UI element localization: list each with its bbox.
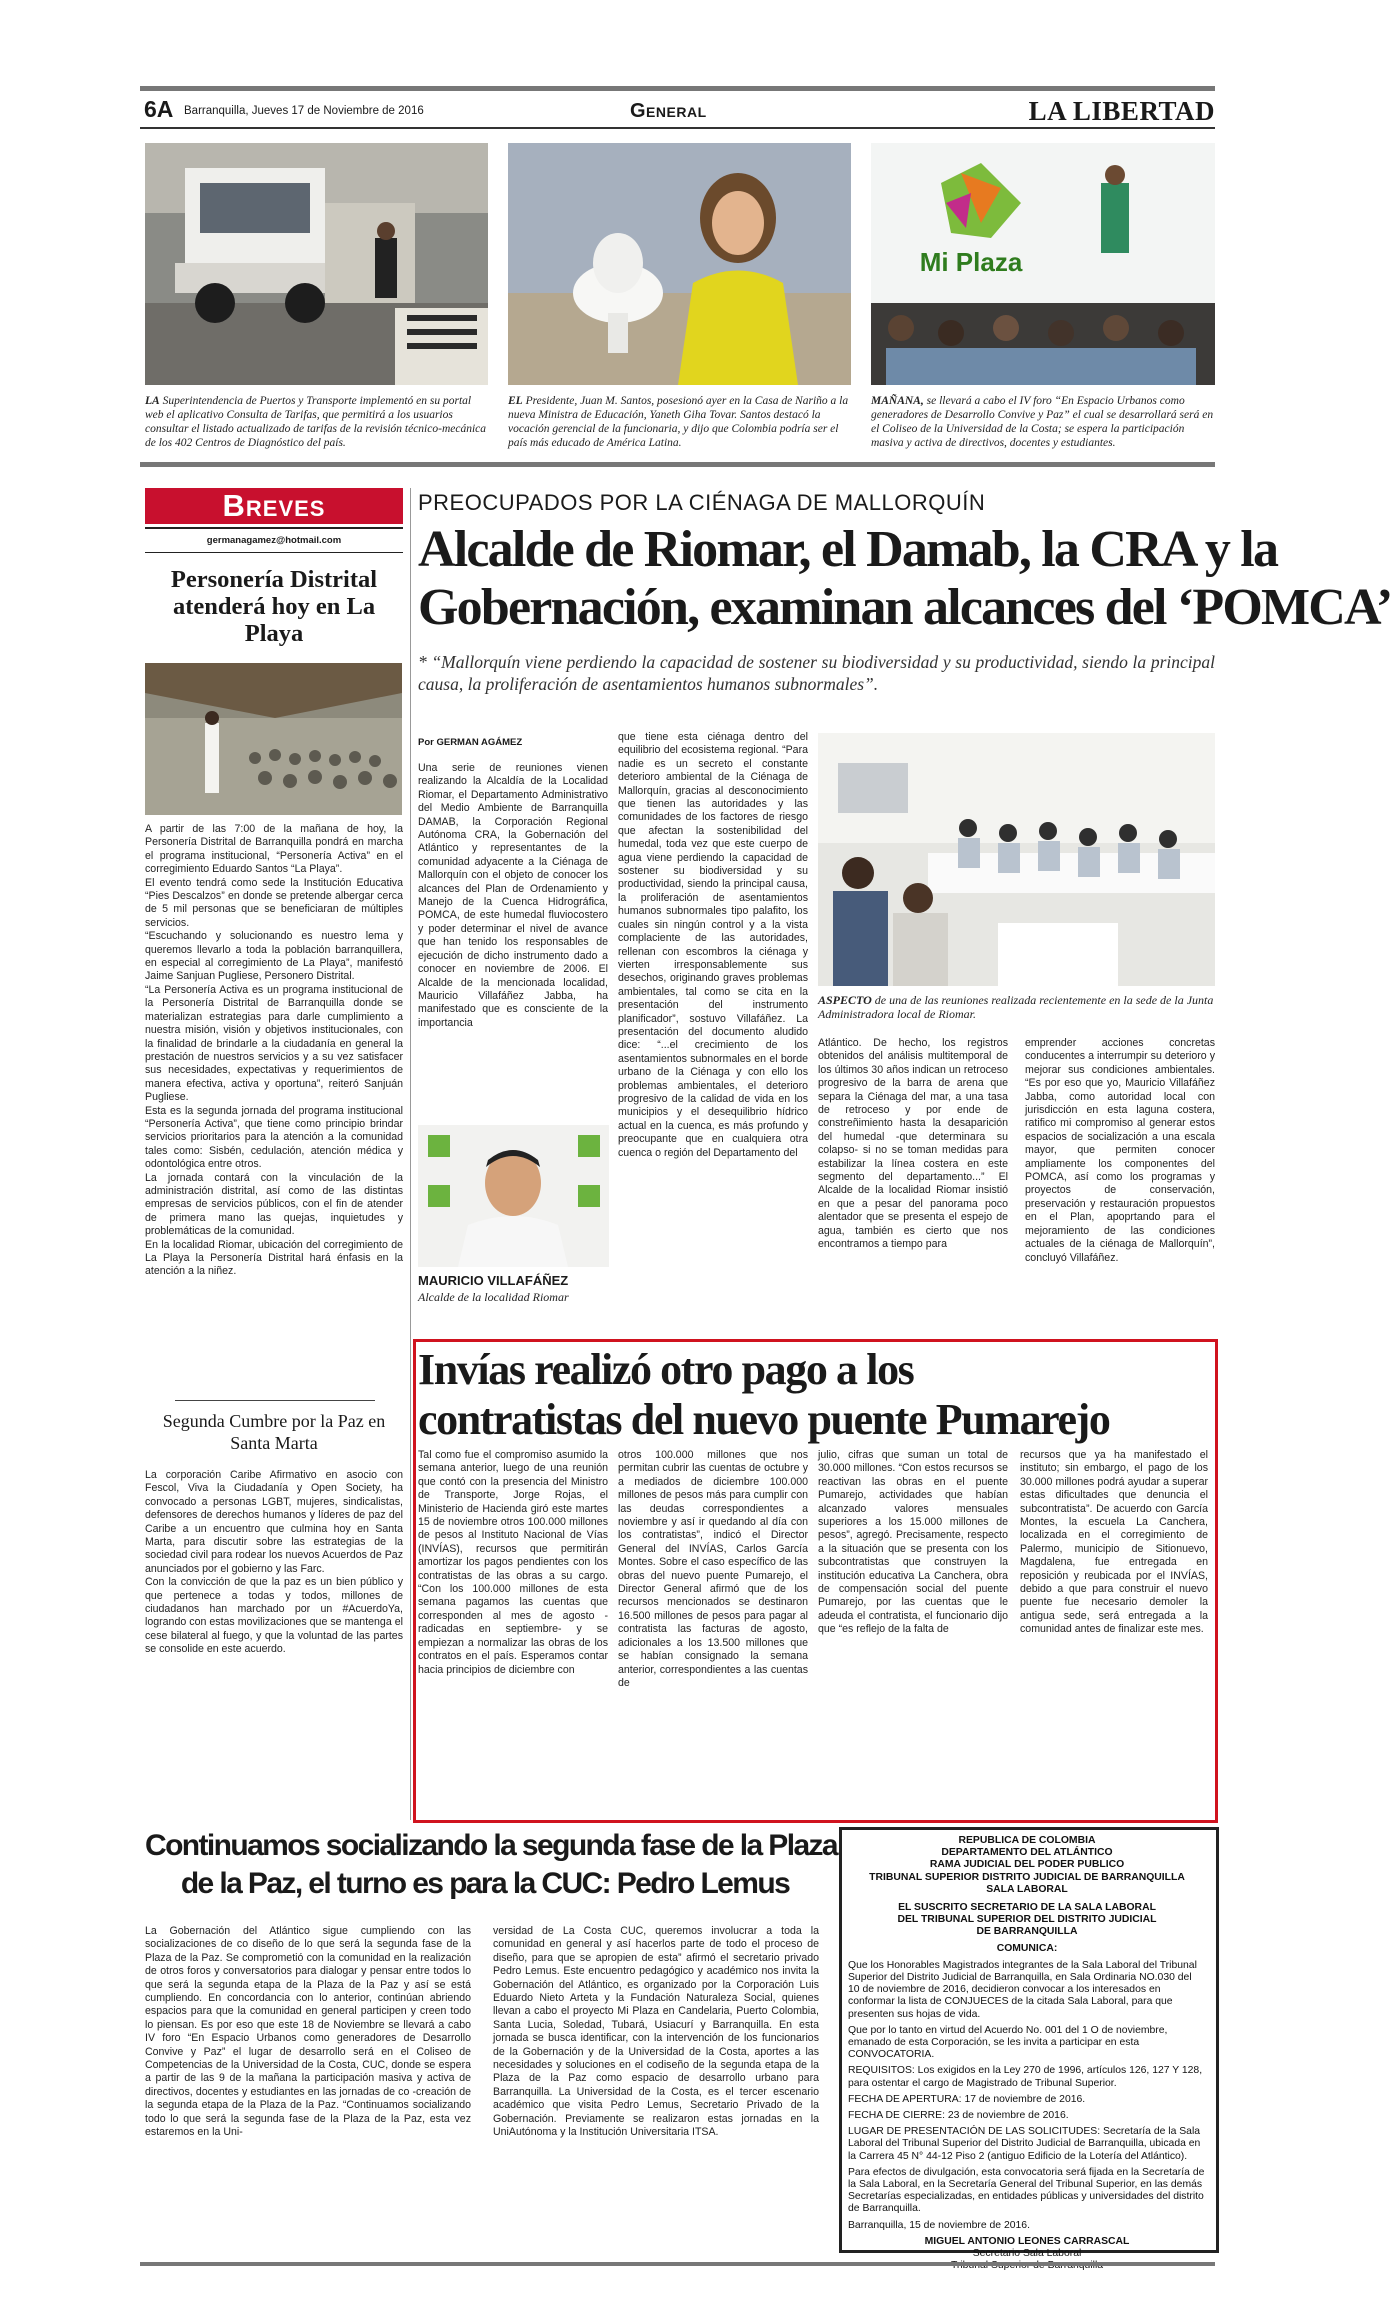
- mallorquin-deck: * “Mallorquín viene perdiendo la capacidad de sostener su biodiversidad y su productividad, siendo la principal causa, la proliferación de asentamientos humanos subnormales”.: [418, 652, 1215, 694]
- personeria-event-photo: [145, 663, 402, 815]
- breves-headline-2: Segunda Cumbre por la Paz en Santa Marta: [162, 1411, 386, 1453]
- portrait-name: MAURICIO VILLAFÁÑEZ: [418, 1273, 569, 1288]
- notice-paragraph: Que los Honorables Magistrados integrantes de la Sala Laboral del Tribunal Superior del Distrito Judicial de Barranquilla, en Sala Ordinaria NO.030 del 10 de noviembre de 2016, decidieron convocar a los interesados en conformar la lista de CONJUECES de la citada Sala Laboral, para que presenten sus hojas de vida.: [848, 1959, 1197, 2020]
- breves-para: En la localidad Riomar, ubicación del corregimiento de La Playa la Personería Distrital hará énfasis en la atención a la niñez.: [145, 1238, 403, 1278]
- notice-paragraph: LUGAR DE PRESENTACIÓN DE LAS SOLICITUDES: Secretaría de la Sala Laboral del Tribunal Superior del Distrito Judicial de Barranquilla, ubicada en la Carrera 45 N° 44-12 Piso 2 (antiguo Edificio de la Lotería del Atlántico).: [848, 2126, 1201, 2162]
- breves-email: germanagamez@hotmail.com: [206, 535, 342, 546]
- notice-paragraph: FECHA DE CIERRE: 23 de noviembre de 2016.: [848, 2110, 1069, 2122]
- caption-bus-lead: LA: [145, 395, 160, 407]
- meeting-photo: [818, 733, 1215, 986]
- breves-rule: [145, 527, 403, 529]
- mallorquin-col-4: emprender acciones concretas conducentes a interrumpir su deterioro y mejorar sus condiciones ambientales. “Es por eso que yo, Mauricio Villafáñez Jabba, como autoridad local con jurisdicción en esta laguna costera, ratifico mi compromiso al generar estos espacios de socialización a una escala mayor, que permiten conocer ampliamente los componentes del POMCA, así como los programas y proyectos de conservación, preservación y restauración propuestos en el Plan, apoprtando para el mejoramiento de las condiciones actuales de la ciénaga de Mallorquín”, concluyó Villafáñez.: [1025, 1037, 1215, 1264]
- invias-headline-line1: Invías realizó otro pago a los: [418, 1345, 914, 1394]
- svg-text:Mi Plaza: Mi Plaza: [919, 247, 1023, 277]
- breves-title: Breves: [222, 488, 326, 523]
- column-divider: [410, 488, 411, 1820]
- mallorquin-headline: [418, 521, 1391, 637]
- breves-body-1: [145, 823, 403, 1279]
- mallorquin-col-1: Una serie de reuniones vienen realizando la Alcaldía de la Localidad Riomar, el Departamento Administrativo del Medio Ambiente de Barranquilla DAMAB, la Corporación Regional Autónoma CRA, la Gobernación del Atlántico y representantes de la comunidad adyacente a la Ciénaga de Mallorquín con el objeto de conocer los alcances del Plan de Ordenamiento y Manejo de la Cuenca Hidrográfica, POMCA, de este humedal fluviocostero y poder determinar el nivel de avance que han tenido los responsables de ejecución de dicho instrumento dado a conocer en noviembre de 2006. El Alcalde de la mencionada localidad, Mauricio Villafáñez Jabba, ha manifestado que es consciente de la importancia: [418, 762, 608, 1029]
- notice-paragraph: FECHA DE APERTURA: 17 de noviembre de 2016.: [848, 2093, 1086, 2105]
- notice-line: SALA LABORAL: [986, 1883, 1068, 1895]
- invias-col-1: Tal como fue el compromiso asumido la semana anterior, luego de una reunión que contó con la presencia del Ministro de Transporte, Jorge Rojas, el Ministerio de Hacienda giró este martes 15 de noviembre otros 100.000 millones de pesos al Instituto Nacional de Vías (INVÍAS), recursos que permitirán amortizar los pagos pendientes con los contratistas de las obras a su cargo. “Con los 100.000 millones de esta semana pagamos las cuentas que corresponden al mes de agosto -radicadas en septiembre- y se empiezan a normalizar las obras de los contratos en el país. Esperamos contar hacia principios de diciembre con: [418, 1449, 608, 1676]
- mallorquin-col-2: que tiene esta ciénaga dentro del equilibrio del ecosistema regional. “Para nadie es un secreto el constante deterioro ambiental de la Ciénaga de Mallorquín, gracias al desconocimiento que tienen las autoridades y las comunidades de los factores de riesgo que afectan la sostenibilidad del humedal, toda vez que este cuerpo de agua viene perdiendo la capacidad de sostener su biodiversidad y su productividad, siendo la principal causa, la proliferación de asentamientos humanos subnormales tipo palafito, los cuales sin ningún control y a la vista complaciente de las autoridades, rellenan con escombros la ciénaga y vierten irresponsablemente sus desechos, originando graves problemas ambientales, tal como se cita en la presentación del instrumento planificador”, sostuvo Villafáñez. La presentación del documento aludido dice: “...el crecimiento de los asentamientos subnormales en el borde urbano de la Ciénaga y con ello los problemas ambientales, el deterioro progresivo de la calidad de vida en los municipios y el desequilibrio hídrico actual en la cuenca, es más profundo y preocupante que en cualquiera otra cuenca o región del Departamento del: [618, 731, 808, 1159]
- meeting-caption: [818, 993, 1215, 1021]
- notice-signature: [848, 2236, 1206, 2273]
- top-rule: [140, 86, 1215, 91]
- breves-para: Esta es la segunda jornada del programa institucional “Personería Activa”, que tiene como principio brindar servicios prioritarios para la atención a la comunidad tales como: Sisbén, cedulación, atención médica y odontológica entre otros.: [145, 1104, 403, 1171]
- invias-headline: [418, 1345, 1208, 1445]
- notice-line: RAMA JUDICIAL DEL PODER PUBLICO: [929, 1859, 1125, 1871]
- caption-plaza-lead: MAÑANA,: [871, 395, 924, 407]
- notice-line: DE BARRANQUILLA: [976, 1926, 1078, 1938]
- header-rule: [140, 127, 1215, 129]
- caption-minister-lead: EL: [508, 395, 523, 407]
- notice-heading: [848, 1835, 1206, 1955]
- breves-headline-1: Personería Distrital atenderá hoy en La Playa: [170, 566, 378, 647]
- notice-line: REPUBLICA DE COLOMBIA: [958, 1835, 1096, 1846]
- mayor-portrait: [418, 1125, 609, 1267]
- meeting-caption-text: de una de las reuniones realizada recientemente en la sede de la Junta Administradora local de Riomar.: [818, 993, 1214, 1021]
- invias-col-4: recursos que ya ha manifestado el instituto; sin embargo, el pago de los 30.000 millones podrá ayudar a superar estas dificultades que denuncia el subcontratista”. De acuerdo con García Montes, la escuela La Canchera, localizada en el corregimiento de Palermo, municipio de Sitionuevo, Magdalena, fue entregada en reposición y reubicada por el INVÍAS, debido a que para construir el nuevo puente fue necesario demoler la antigua sede, será entregada a la comunidad antes de finalizar este mes.: [1020, 1449, 1208, 1636]
- portrait-caption: Alcalde de la localidad Riomar: [418, 1290, 569, 1304]
- notice-line: DEPARTAMENTO DEL ATLÁNTICO: [941, 1847, 1113, 1859]
- breves-body-2: [145, 1469, 403, 1657]
- caption-plaza-text: se llevará a cabo el IV foro “En Espacio Urbanos como generadores de Desarrollo Convive y Paz” el cual se desarrollará será en el Coliseo de la Universidad de la Costa; se espera la participación masiva y activa de directivos, docentes y estudiantes.: [871, 395, 1214, 449]
- mi-plaza-photo: [871, 143, 1215, 385]
- breves-divider: [175, 1400, 375, 1401]
- page-number: 6A: [144, 96, 174, 122]
- breves-para: La corporación Caribe Afirmativo en asocio con Fescol, Viva la Ciudadanía y Open Society, ha convocado a personas LGBT, mujeres, sindicalistas, defensores de derechos humanos y líderes de paz del Caribe a un encuentro que culmina hoy en Santa Marta, para discutir sobre las estrategias de la sociedad civil para rodear los nuevos Acuerdos de Paz anunciados por el gobierno y las Farc.: [145, 1469, 403, 1575]
- notice-line: TRIBUNAL SUPERIOR DISTRITO JUDICIAL DE BARRANQUILLA: [869, 1871, 1185, 1883]
- invias-col-2: otros 100.000 millones que nos permitan cubrir las cuentas de octubre y a mediados de diciembre 100.000 millones de pesos más para cumplir con las deudas correspondientes a noviembre y así ir quedando al día con los contratistas”, indicó el Director General del INVÍAS, Carlos García Montes. Sobre el caso específico de las obras del nuevo puente Pumarejo, el Director General afirmó que de los recursos mencionados se destinaron 16.500 millones de pesos para pagar al contratista las facturas de agosto, adicionales a los 13.500 millones que se habían consignado la semana anterior, correspondientes a las cuentas de: [618, 1449, 808, 1689]
- caption-bus-text: Superintendencia de Puertos y Transporte implementó en su portal web el aplicativo Consulta de Tarifas, que permitirá a los usuarios consultar el listado actualizado de tarifas de la revisión técnico-mecánica de los 402 Centros de Diagnóstico del país.: [145, 395, 487, 449]
- plaza-headline-line2: de la Paz, el turno es para la CUC: Pedro Lemus: [180, 1867, 790, 1900]
- mallorquin-headline-line2: Gobernación, examinan alcances del ‘POMCA’: [418, 579, 1391, 636]
- masthead: LA LIBERTAD: [1028, 96, 1215, 126]
- bus-photo: [145, 143, 488, 385]
- bottom-rule: [140, 2262, 1215, 2266]
- mallorquin-kicker: PREOCUPADOS POR LA CIÉNAGA DE MALLORQUÍN: [418, 490, 986, 515]
- caption-bus: [145, 394, 488, 450]
- meeting-caption-lead: ASPECTO: [818, 993, 872, 1007]
- page-header: [140, 96, 1215, 126]
- breves-para: Con la convicción de que la paz es un bien público y que pertenece a todas y todos, millones de ciudadanos han marchado por un #AcuerdoYa, logrando con estas movilizaciones que se mantenga el cese bilateral al fuego, y que la voluntad de las partes se consolide en este acuerdo.: [145, 1576, 403, 1656]
- notice-paragraph: Que por lo tanto en virtud del Acuerdo No. 001 del 1 O de noviembre, emanado de esta Corporación, se les invita a participar en esta CONVOCATORIA.: [848, 2024, 1168, 2061]
- notice-paragraph: Barranquilla, 15 de noviembre de 2016.: [848, 2219, 1030, 2231]
- notice-line: DEL TRIBUNAL SUPERIOR DEL DISTRITO JUDICIAL: [897, 1914, 1157, 1926]
- breves-para: “Escuchando y solucionando es nuestro lema y queremos llevarlo a toda la población barranquillera, en especial al corregimiento de La Playa”, manifestó Jaime Sanjuan Pugliese, Personero Distrital.: [145, 930, 403, 983]
- captions-rule: [140, 462, 1215, 467]
- dateline: Barranquilla, Jueves 17 de Noviembre de 2016: [184, 105, 424, 117]
- notice-sign-role: Secretario Sala Laboral: [972, 2248, 1082, 2260]
- plaza-headline: [145, 1827, 838, 1903]
- breves-para: El evento tendrá como sede la Institución Educativa “Pies Descalzos” en donde se pretende albergar cerca de 5 mil personas que se beneficiaran de múltiples servicios.: [145, 876, 403, 929]
- breves-para: “La Personería Activa es un programa institucional de la Personería Distrital de Barranquilla donde se materializan estrategias para darle cumplimiento a nuestra misión, visión y objetivos institucionales, con la finalidad de brindarle a la ciudadanía en general la prestación de nuestros servicios y a su vez satisfacer sus necesidades, expectativas y requerimientos de manera efectiva, activa y oportuna”, reiteró Sanjuán Pugliese.: [145, 983, 403, 1104]
- mallorquin-byline: Por GERMAN AGÁMEZ: [418, 737, 523, 748]
- breves-banner: [145, 488, 403, 524]
- breves-para: A partir de las 7:00 de la mañana de hoy, la Personería Distrital de Barranquilla pondrá en marcha el programa institucional, “Personería Activa” en el corregimiento Eduardo Santos “La Playa”.: [145, 823, 403, 876]
- breves-rule-2: [145, 552, 403, 553]
- notice-paragraph: REQUISITOS: Los exigidos en la Ley 270 de 1996, artículos 126, 127 Y 128, para ostentar el cargo de Magistrado de Tribunal Superior.: [848, 2065, 1203, 2089]
- mallorquin-col-3: Atlántico. De hecho, los registros obtenidos del análisis multitemporal de los últimos 30 años indican un retroceso progresivo de la barra de arena que separa la Ciénaga del mar, a una tasa de retroceso y por ende de constreñimiento hasta la desaparición del humedal -que determinara su colapso- si no se toman medidas para estabilizar la línea costera en este segmento del departamento...” El Alcalde de la localidad Riomar insistió en que a pesar del panorama poco alentador que se presenta el espejo de agua, también es cierto que nos encontramos a tiempo para: [818, 1037, 1008, 1251]
- caption-plaza: [871, 394, 1215, 450]
- caption-minister-text: Presidente, Juan M. Santos, posesionó ayer en la Casa de Nariño a la nueva Ministra de Educación, Yaneth Giha Tovar. Santos destacó la vocación gerencial de la funcionaria, y dijo que Colombia podría ser el país más educado de América Latina.: [508, 395, 849, 449]
- plaza-col-2: versidad de La Costa CUC, queremos involucrar a toda la comunidad en general y así hacerlos parte de todo el proceso de diseño, para que se apropien de esta” afirmó el secretario privado Pedro Lemus. Este encuentro pedagógico y académico nos invita la Gobernación del Atlántico, es organizado por la Corporación Luis Eduardo Nieto Arteta y la Fundación Naturaleza Social, quienes llevan a cabo el proyecto Mi Plaza en Candelaria, Puerto Colombia, Santa Lucia, Soledad, Tubará, Usiacurí y Barranquilla. En esta jornada se busca identificar, con la intervención de los funcionarios de la Gobernación y de la Universidad de la Costa, aportes a las necesidades y soluciones en el codiseño de la segunda etapa de la Plaza de la Paz como espacio de desarrollo urbano para Barranquilla. La Universidad de la Costa, es el tercer escenario académico que visita Pedro Lemus, Secretario Privado de la Gobernación. Previamente se realizaron estas jornadas en la UniAutónoma y la Institución Universitaria ITSA.: [493, 1925, 819, 2139]
- notice-content: [848, 1835, 1206, 2273]
- invias-col-3: julio, cifras que suman un total de 30.000 millones. “Con estos recursos se reactivan las obras en el puente Pumarejo, actividades que habían alcanzado valores mensuales superiores a los 15.000 millones de pesos”, agregó. Precisamente, respecto a la situación que se presenta con los subcontratistas que construyen la institución educativa La Canchera, obra de compensación social del puente Pumarejo, por las cuentas que le adeuda el contratista, el funcionario dijo que “es reflejo de la falta de: [818, 1449, 1008, 1636]
- minister-photo: [508, 143, 851, 385]
- invias-headline-line2: contratistas del nuevo puente Pumarejo: [418, 1395, 1110, 1444]
- notice-line: EL SUSCRITO SECRETARIO DE LA SALA LABORAL: [898, 1902, 1156, 1914]
- notice-paragraph: Para efectos de divulgación, esta convocatoria será fijada en la Secretaría de la Sala Laboral, en la Secretaría General del Tribunal Superior, en las demás Secretarías especializadas, en entidades públicas y universidades del distrito de Barranquilla.: [848, 2166, 1205, 2215]
- breves-para: La jornada contará con la vinculación de la administración distrital, así como de las distintas empresas de servicios públicos, con el fin de atender de primera mano las quejas, inquietudes y problemáticas de la comunidad.: [145, 1171, 403, 1238]
- notice-sign-name: MIGUEL ANTONIO LEONES CARRASCAL: [924, 2235, 1130, 2247]
- plaza-col-1: La Gobernación del Atlántico sigue cumpliendo con las socializaciones de co diseño de lo que será la segunda fase de la Plaza de la Paz. Se comprometió con la comunidad en la realización de otros foros y conversatorios para dialogar y pensar entre todos lo que será la segunda etapa de la Plaza de la Paz y así se está cumpliendo. En concordancia con lo anterior, continúan abriendo espacios para que la comunidad en general participen y creen todo lo piensan. Es por eso que este 18 de Noviembre se llevará a cabo IV foro “En Espacio Urbanos como generadores de Desarrollo Convive y Paz” el lugar de desarrollo será en el Coliseo de Competencias de la Universidad de la Costa, CUC, donde se espera a partir de las 9 de la mañana la participación masiva y activa de directivos, docentes y estudiantes en las jornadas de co -creación de la segunda etapa de la Plaza de la Paz. “Continuamos socializando todo lo que será la segunda fase de la Plaza de la Paz, esta vez estaremos en la Uni-: [145, 1925, 471, 2139]
- plaza-headline-line1: Continuamos socializando la segunda fase de la Plaza: [145, 1829, 838, 1862]
- mallorquin-headline-line1: Alcalde de Riomar, el Damab, la CRA y la: [418, 521, 1278, 578]
- section-name: General: [630, 100, 707, 122]
- notice-comunica: COMUNICA:: [996, 1942, 1058, 1954]
- caption-minister: [508, 394, 851, 450]
